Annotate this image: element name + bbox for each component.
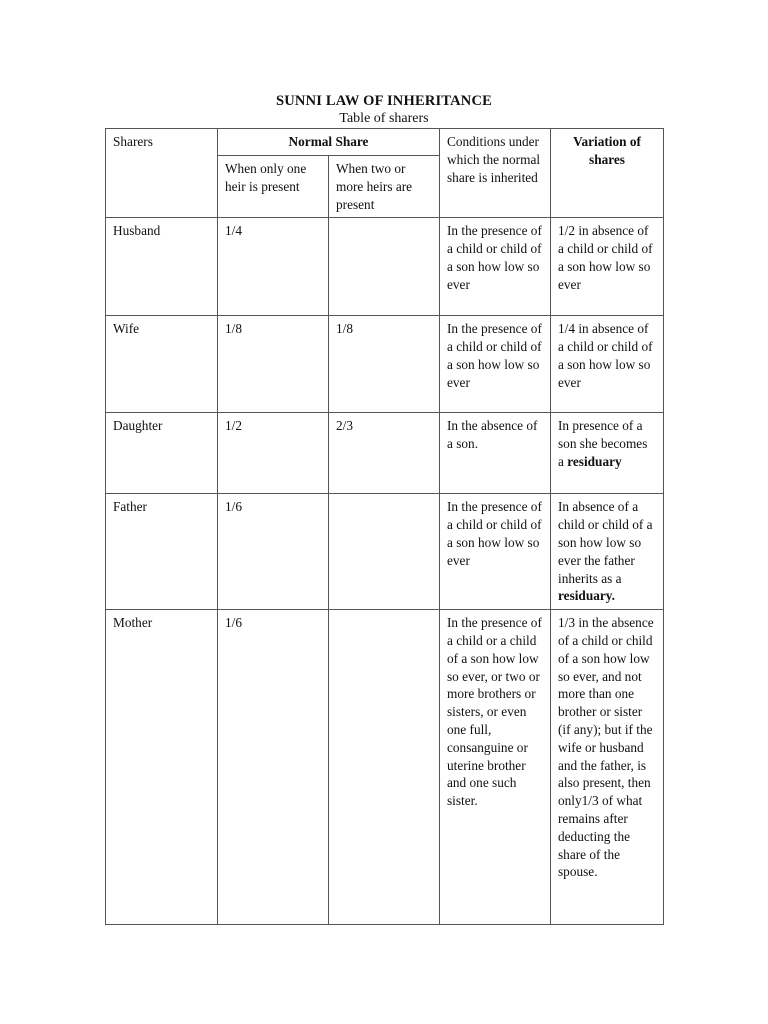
variation-emphasis: residuary (567, 453, 622, 469)
table-row (106, 494, 664, 610)
cell-two-or-more (329, 610, 440, 925)
variation-emphasis: residuary. (558, 588, 616, 604)
cell-one-heir: 1/2 (218, 413, 329, 494)
cell-conditions: In the presence of a child or child of a son how low so ever (440, 316, 551, 413)
cell-conditions: In the presence of a child or a child of a son how low so ever, or two or more brothers or sisters, or even one full, consanguine or uterine brother and one such sister. (440, 610, 551, 925)
variation-text: In absence of a child or child of a son how low so ever the father inherits as a (558, 499, 653, 586)
cell-conditions: In the presence of a child or child of a son how low so ever (440, 494, 551, 610)
cell-one-heir: 1/4 (218, 218, 329, 316)
variation-text: In presence of a son she becomes a (558, 418, 648, 469)
cell-variation (551, 610, 664, 925)
cell-two-or-more: 2/3 (329, 413, 440, 494)
variation-text: 1/3 in the absence of a child or child of a son how low so ever, and not more than one brother or sister (if any); but if the wife or husband and the father, is also present, then only1/3 of what remains after deducting the share of the spouse. (558, 615, 654, 880)
table-row (106, 610, 664, 925)
header-variation: Variation of shares (551, 129, 664, 218)
document-title: SUNNI LAW OF INHERITANCE (275, 93, 493, 109)
cell-conditions: In the absence of a son. (440, 413, 551, 494)
header-only-one-heir: When only one heir is present (218, 156, 329, 218)
cell-variation (551, 413, 664, 494)
cell-two-or-more: 1/8 (329, 316, 440, 413)
header-sharers: Sharers (106, 129, 218, 218)
cell-variation (551, 316, 664, 413)
document-subtitle: Table of sharers (339, 111, 429, 126)
sharers-table (105, 128, 664, 925)
variation-text: 1/2 in absence of a child or child of a son how low so ever (558, 223, 653, 292)
cell-sharer: Father (106, 494, 218, 610)
cell-variation (551, 494, 664, 610)
cell-sharer: Husband (106, 218, 218, 316)
table-row (106, 218, 664, 316)
table-header-row (106, 129, 664, 156)
header-conditions: Conditions under which the normal share is inherited (440, 129, 551, 218)
cell-sharer: Wife (106, 316, 218, 413)
cell-one-heir: 1/6 (218, 610, 329, 925)
table-row (106, 413, 664, 494)
cell-two-or-more (329, 218, 440, 316)
cell-variation (551, 218, 664, 316)
cell-two-or-more (329, 494, 440, 610)
table-row (106, 316, 664, 413)
cell-one-heir: 1/6 (218, 494, 329, 610)
cell-one-heir: 1/8 (218, 316, 329, 413)
header-two-or-more-heirs: When two or more heirs are present (329, 156, 440, 218)
cell-conditions: In the presence of a child or child of a son how low so ever (440, 218, 551, 316)
cell-sharer: Mother (106, 610, 218, 925)
header-normal-share: Normal Share (218, 129, 440, 156)
variation-text: 1/4 in absence of a child or child of a son how low so ever (558, 321, 653, 390)
cell-sharer: Daughter (106, 413, 218, 494)
